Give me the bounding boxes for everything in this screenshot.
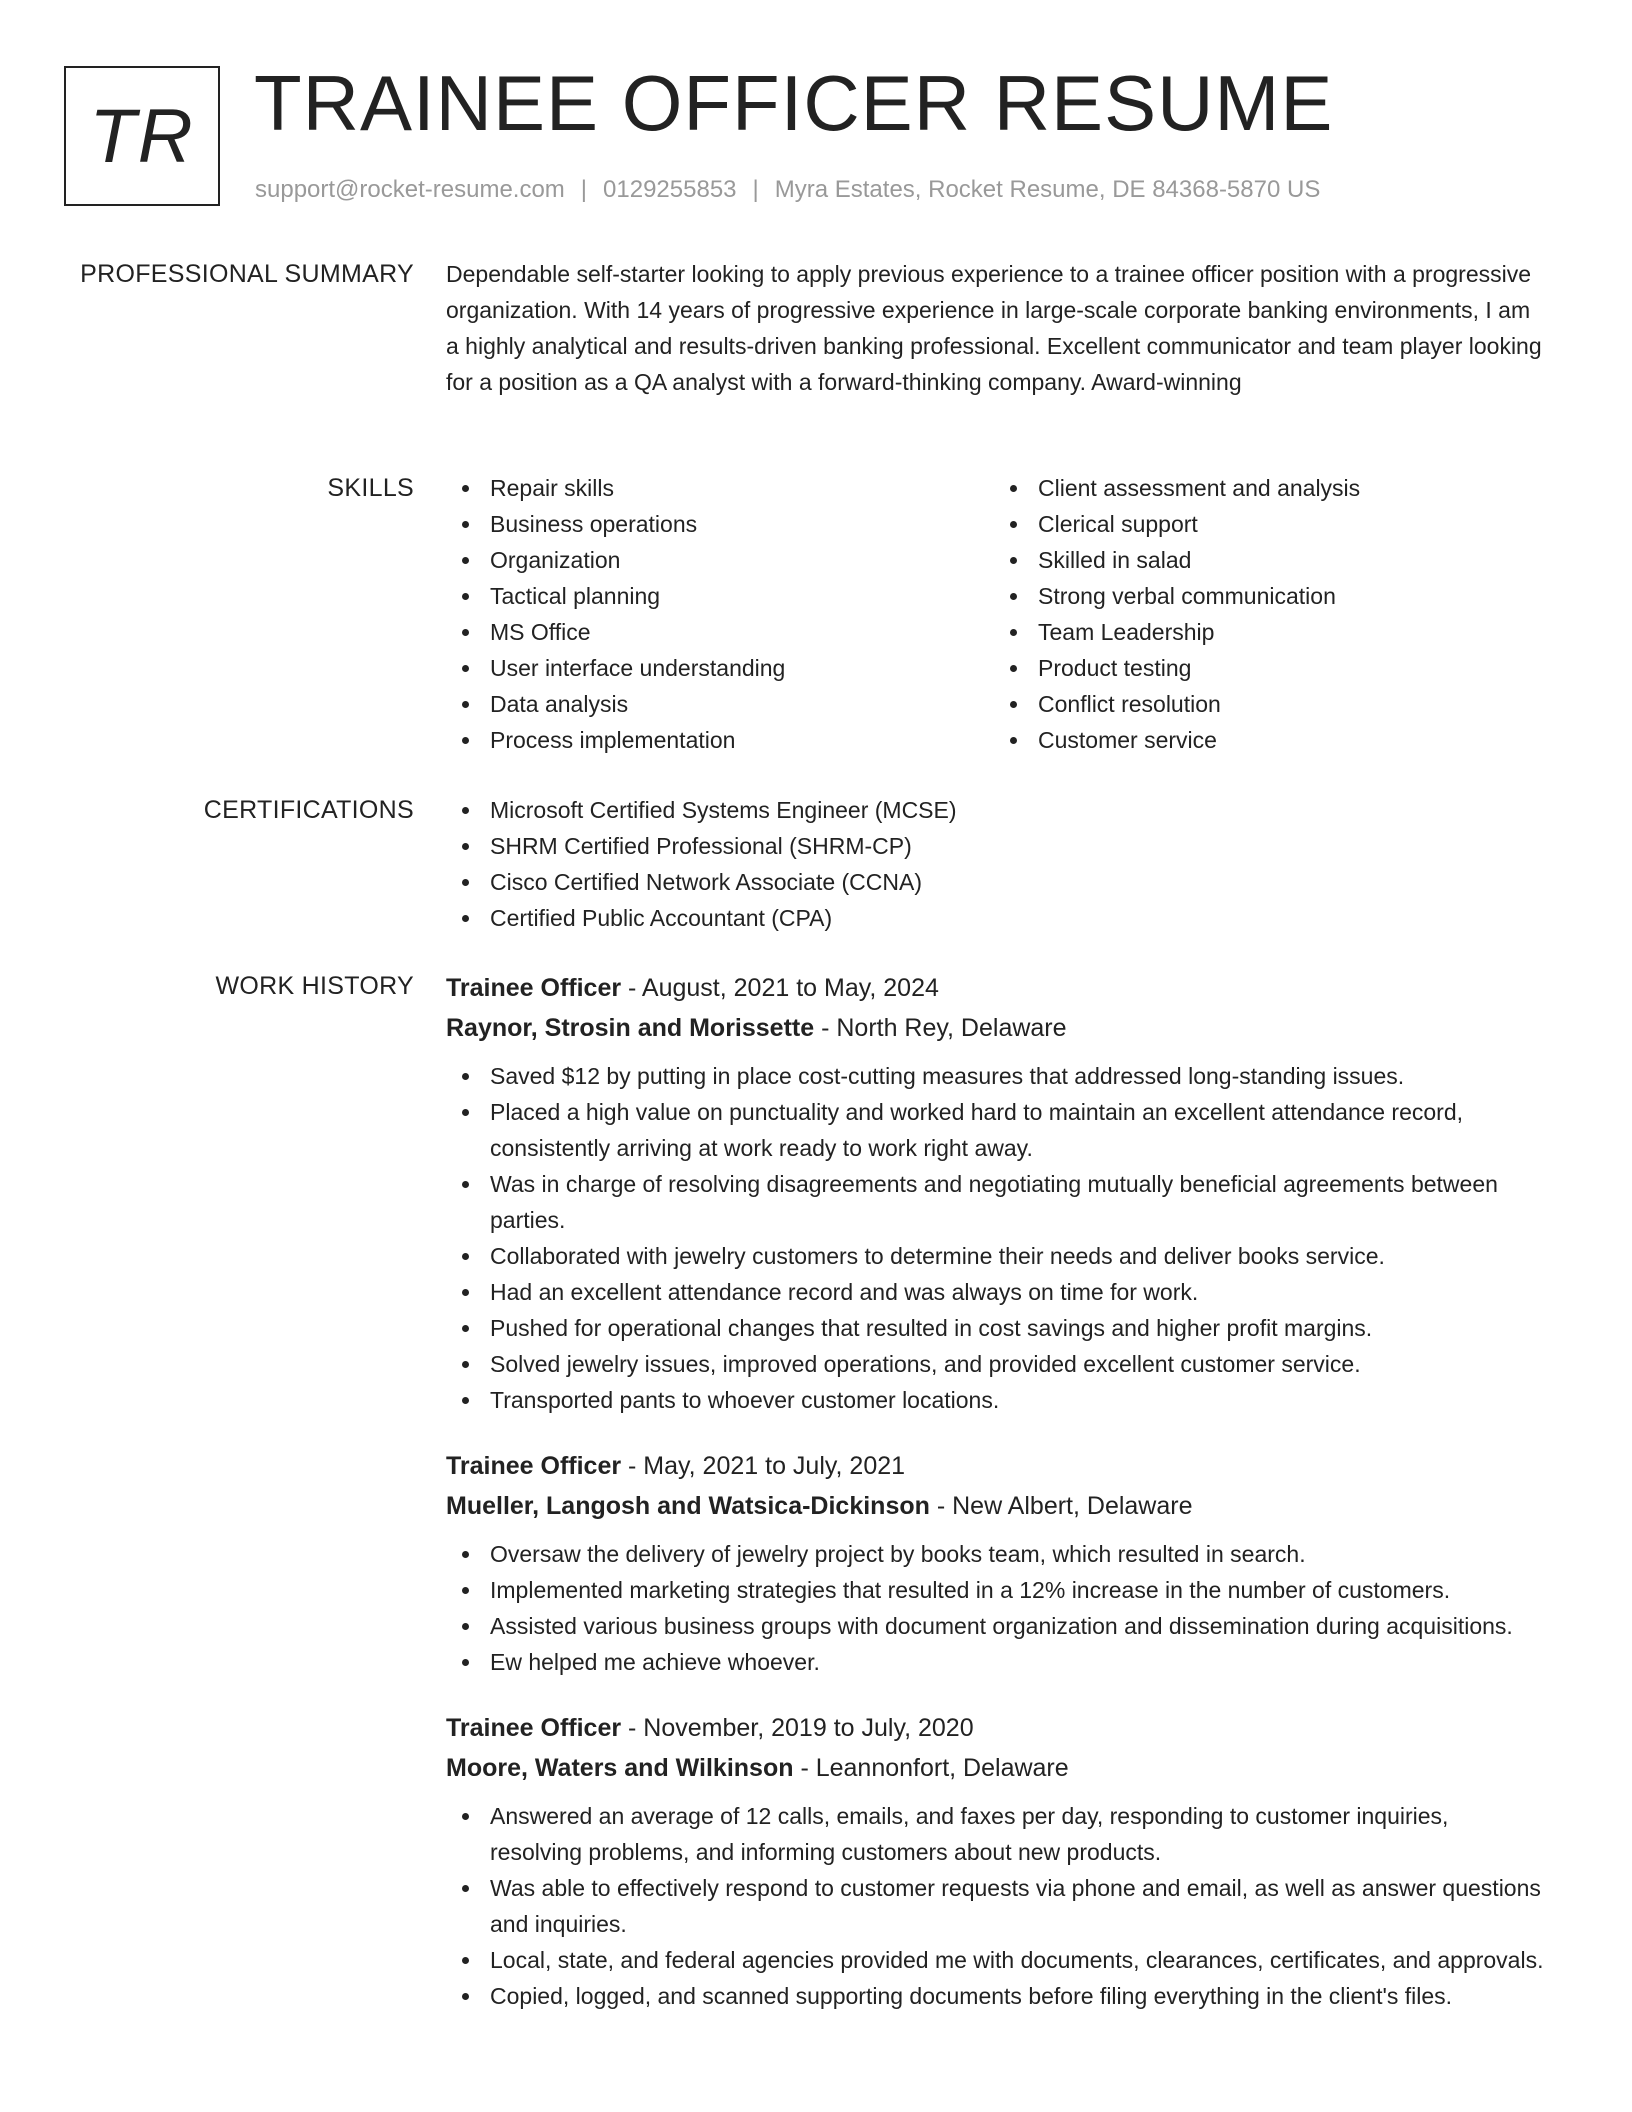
skill-item: Data analysis (446, 686, 994, 722)
skill-item: Skilled in salad (994, 542, 1542, 578)
job-company-line (446, 1008, 1546, 1048)
job-title-line (446, 1446, 1546, 1486)
job-location: - New Albert, Delaware (929, 1492, 1193, 1520)
job-bullet: Implemented marketing strategies that resulted in a 12% increase in the number of customers. (446, 1572, 1546, 1608)
job-company: Mueller, Langosh and Watsica-Dickinson (446, 1492, 930, 1520)
contact-separator: | (752, 176, 759, 203)
job-dates: - November, 2019 to July, 2020 (621, 1714, 974, 1742)
skill-item: Product testing (994, 650, 1542, 686)
job-bullet: Oversaw the delivery of jewelry project by books team, which resulted in search. (446, 1536, 1546, 1572)
monogram-badge (64, 66, 220, 206)
contact-line (255, 176, 1320, 204)
certification-item: Microsoft Certified Systems Engineer (MCSE) (446, 792, 1546, 828)
job-company: Moore, Waters and Wilkinson (446, 1754, 794, 1782)
job-bullet: Copied, logged, and scanned supporting documents before filing everything in the client's files. (446, 1978, 1546, 2014)
skill-item: User interface understanding (446, 650, 994, 686)
summary-text: Dependable self-starter looking to apply previous experience to a trainee officer position with a progressive organization. With 14 years of progressive experience in large-scale corporate banking environments, I am a highly analytical and results-driven banking professional. Excellent communicator and team player looking for a position as a QA analyst with a forward-thinking company. Award-winning (446, 261, 1542, 395)
job-company: Raynor, Strosin and Morissette (446, 1014, 815, 1042)
job-bullet: Solved jewelry issues, improved operations, and provided excellent customer service. (446, 1346, 1546, 1382)
skill-item: Customer service (994, 722, 1542, 758)
job-company-line (446, 1748, 1546, 1788)
contact-email: support@rocket-resume.com (255, 176, 565, 203)
job-bullets (446, 1058, 1546, 1418)
job-location: - Leannonfort, Delaware (793, 1754, 1069, 1782)
job-company-line (446, 1486, 1546, 1526)
skill-item: Clerical support (994, 506, 1542, 542)
resume-title: TRAINEE OFFICER RESUME (254, 59, 1334, 147)
job-bullet: Answered an average of 12 calls, emails, and faxes per day, responding to customer inquiries, resolving problems, and informing customers about new products. (446, 1798, 1546, 1870)
certifications-list (446, 792, 1546, 936)
certification-item: Certified Public Accountant (CPA) (446, 900, 1546, 936)
job-dates: - May, 2021 to July, 2021 (621, 1452, 906, 1480)
monogram-initials: TR (89, 93, 195, 179)
contact-address: Myra Estates, Rocket Resume, DE 84368-5870 US (774, 176, 1321, 203)
skill-item: Repair skills (446, 470, 994, 506)
job-location: - North Rey, Delaware (814, 1014, 1067, 1042)
job-entry (446, 1708, 1546, 2014)
contact-phone: 0129255853 (603, 176, 737, 203)
skill-item: Conflict resolution (994, 686, 1542, 722)
certifications-list-wrap (446, 792, 1546, 936)
skill-item: Process implementation (446, 722, 994, 758)
skill-item: Tactical planning (446, 578, 994, 614)
certification-item: Cisco Certified Network Associate (CCNA) (446, 864, 1546, 900)
skill-item: Organization (446, 542, 994, 578)
skills-column-left (446, 470, 994, 758)
job-bullet: Transported pants to whoever customer locations. (446, 1382, 1546, 1418)
certification-item: SHRM Certified Professional (SHRM-CP) (446, 828, 1546, 864)
section-heading-skills: SKILLS (327, 474, 414, 502)
job-bullet: Pushed for operational changes that resulted in cost savings and higher profit margins. (446, 1310, 1546, 1346)
job-entry (446, 1446, 1546, 1680)
skills-column-right (994, 470, 1542, 758)
job-title: Trainee Officer (446, 974, 622, 1002)
skill-item: Team Leadership (994, 614, 1542, 650)
section-heading-certifications: CERTIFICATIONS (203, 796, 414, 824)
job-entry (446, 968, 1546, 1418)
skill-item: Business operations (446, 506, 994, 542)
skill-item: MS Office (446, 614, 994, 650)
skill-item: Client assessment and analysis (994, 470, 1542, 506)
job-title: Trainee Officer (446, 1452, 622, 1480)
section-heading-work-history: WORK HISTORY (215, 972, 414, 1000)
job-bullet: Was in charge of resolving disagreements and negotiating mutually beneficial agreements between parties. (446, 1166, 1546, 1238)
job-bullet: Ew helped me achieve whoever. (446, 1644, 1546, 1680)
section-heading-summary: PROFESSIONAL SUMMARY (80, 260, 414, 288)
skills-list (446, 470, 1546, 758)
job-dates: - August, 2021 to May, 2024 (621, 974, 939, 1002)
job-bullet: Local, state, and federal agencies provided me with documents, clearances, certificates, and approvals. (446, 1942, 1546, 1978)
job-bullets (446, 1536, 1546, 1680)
job-bullet: Placed a high value on punctuality and worked hard to maintain an excellent attendance record, consistently arriving at work ready to work right away. (446, 1094, 1546, 1166)
skill-item: Strong verbal communication (994, 578, 1542, 614)
job-bullet: Was able to effectively respond to customer requests via phone and email, as well as answer questions and inquiries. (446, 1870, 1546, 1942)
job-title-line (446, 1708, 1546, 1748)
job-bullet: Collaborated with jewelry customers to determine their needs and deliver books service. (446, 1238, 1546, 1274)
contact-separator: | (580, 176, 588, 203)
job-bullet: Had an excellent attendance record and was always on time for work. (446, 1274, 1546, 1310)
job-bullets (446, 1798, 1546, 2014)
work-history-list (446, 968, 1546, 2042)
job-bullet: Saved $12 by putting in place cost-cutting measures that addressed long-standing issues. (446, 1058, 1546, 1094)
job-bullet: Assisted various business groups with document organization and dissemination during acquisitions. (446, 1608, 1546, 1644)
job-title: Trainee Officer (446, 1714, 622, 1742)
job-title-line (446, 968, 1546, 1008)
